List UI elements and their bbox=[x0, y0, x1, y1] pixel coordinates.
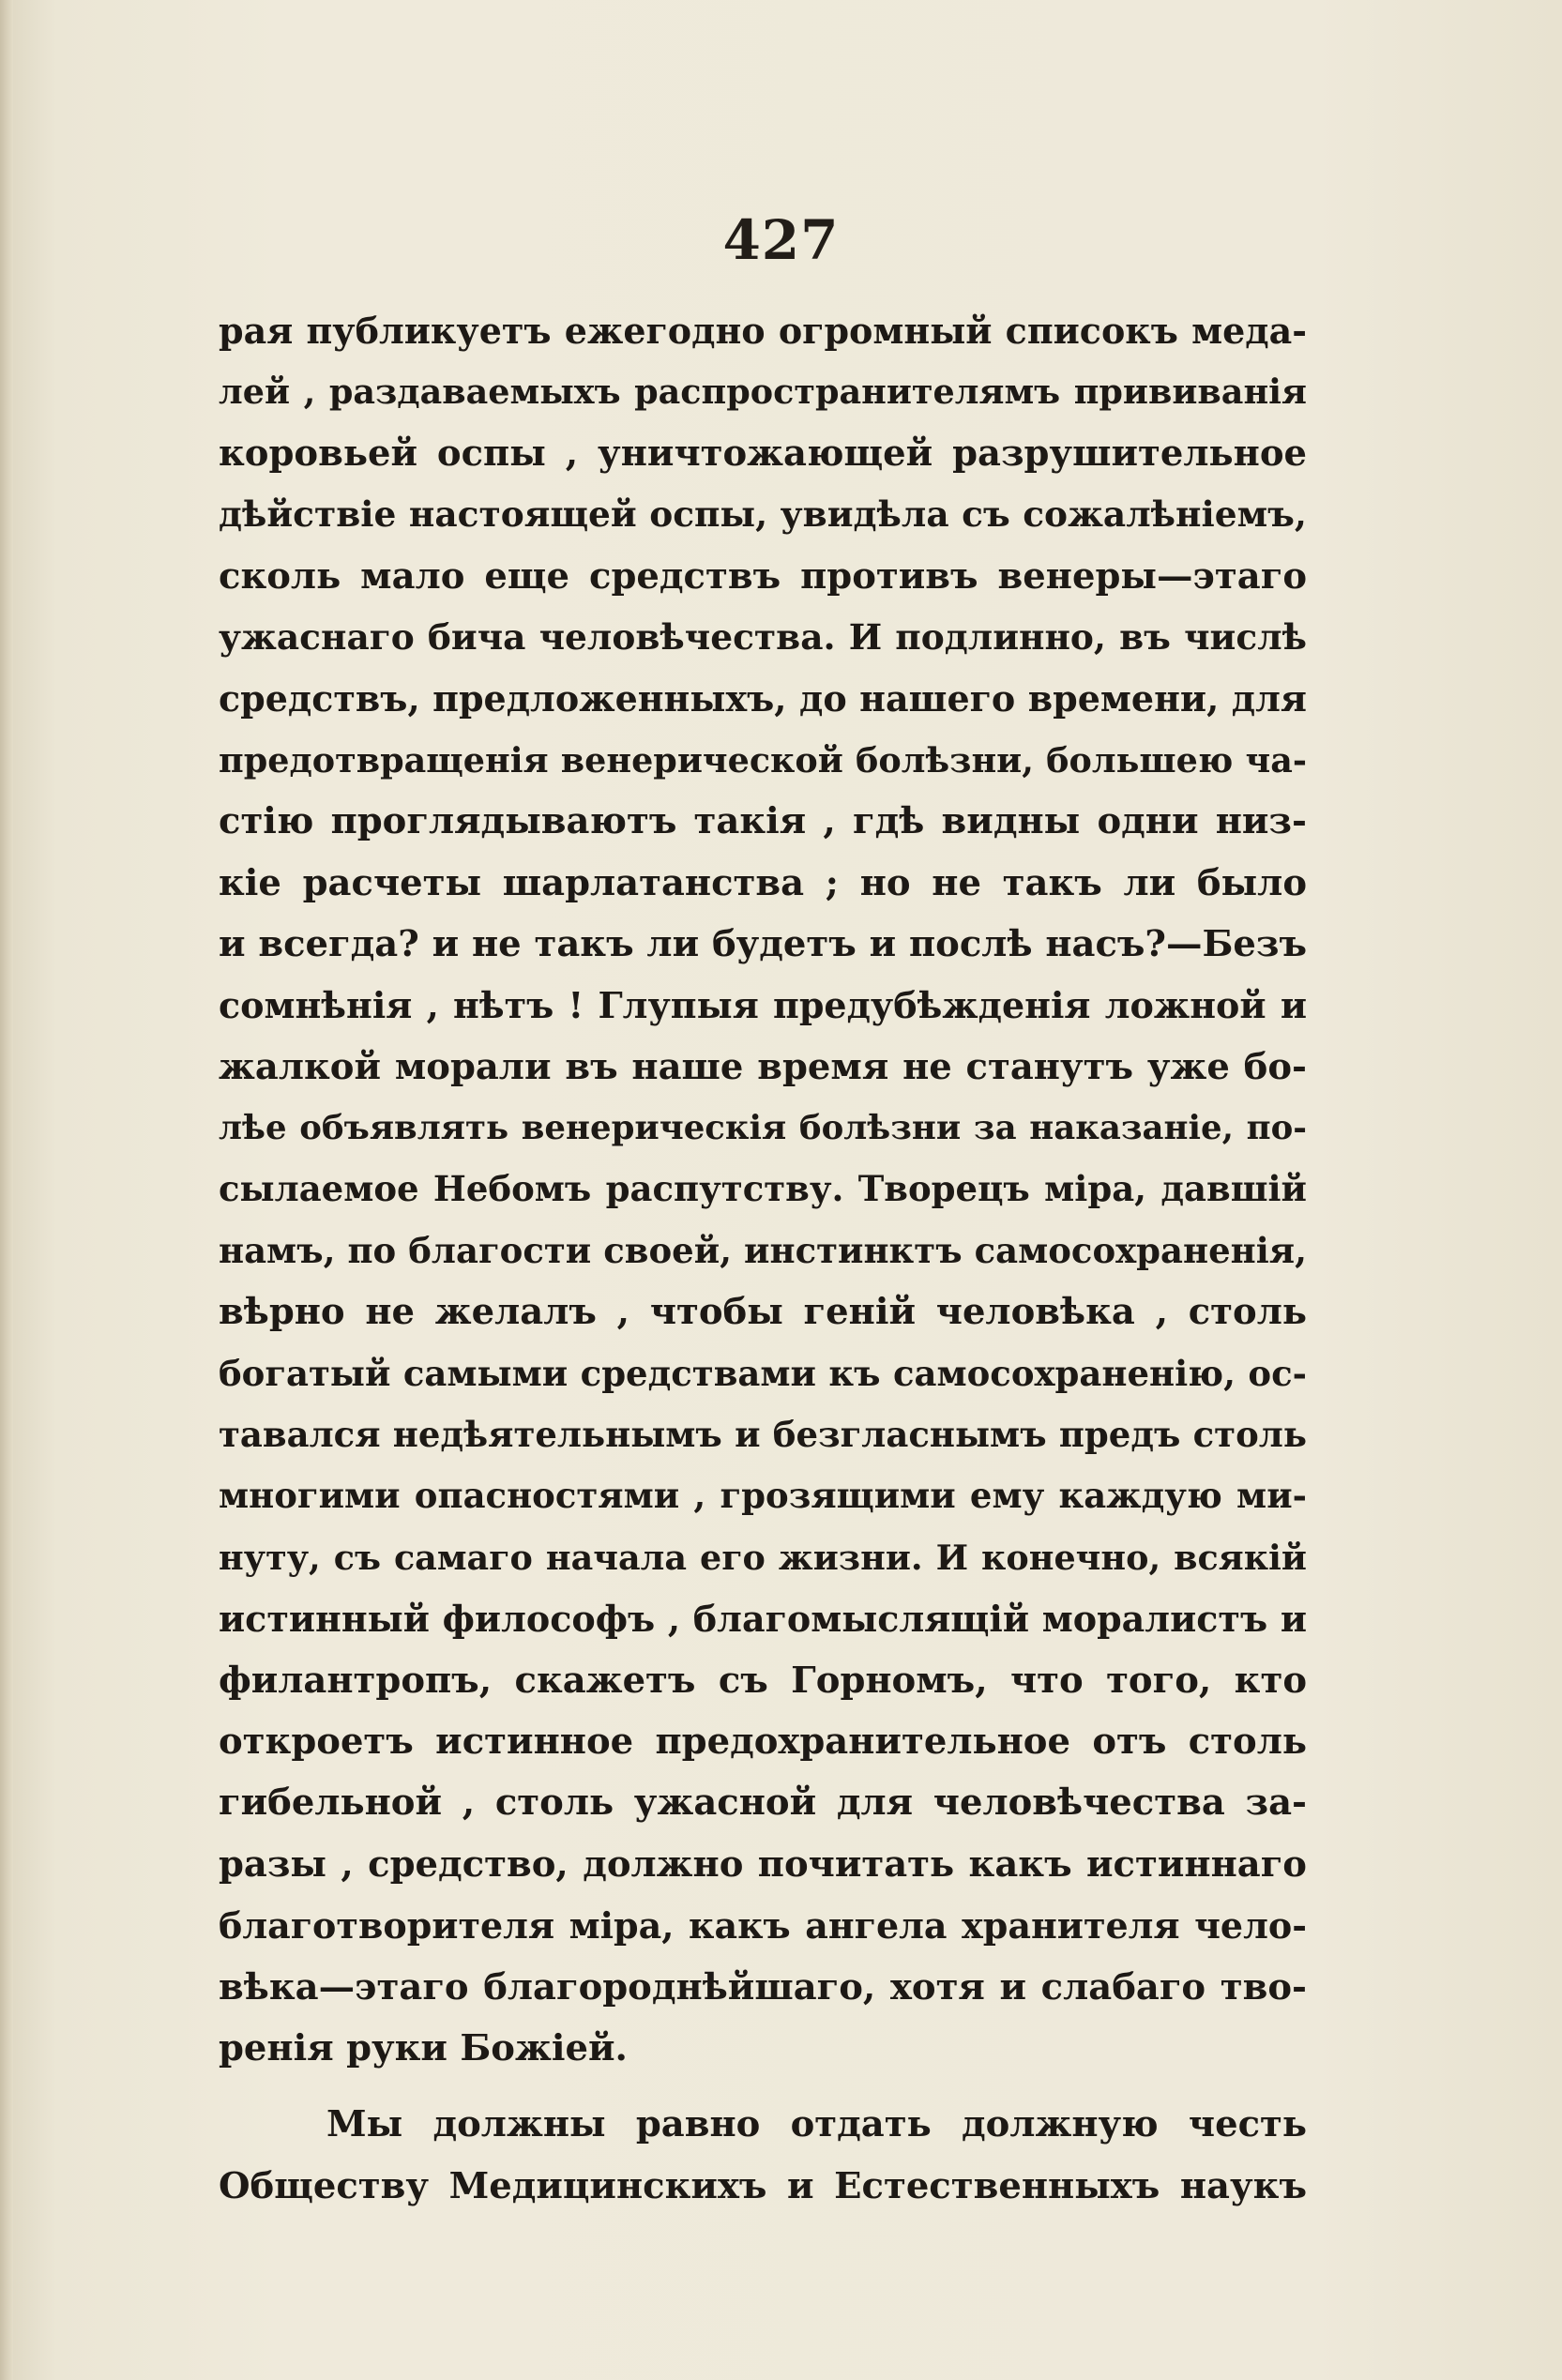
text-line: дѣйствіе настоящей оспы, увидѣла съ сожалѣніемъ, bbox=[219, 493, 1307, 536]
text-line: и всегда? и не такъ ли будетъ и послѣ насъ?—Безъ bbox=[219, 922, 1307, 965]
text-line: гибельной , столь ужасной для человѣчества за- bbox=[219, 1781, 1307, 1825]
text-line: намъ, по благости своей, инстинктъ самосохраненія, bbox=[219, 1229, 1307, 1271]
text-line: рая публикуетъ ежегодно огромный списокъ меда- bbox=[219, 310, 1307, 352]
text-line: тавался недѣятельнымъ и безгласнымъ предъ столь bbox=[219, 1414, 1307, 1456]
text-line: ужаснаго бича человѣчества. И подлинно, въ числѣ bbox=[219, 615, 1307, 658]
text-line: кіе расчеты шарлатанства ; но не такъ ли было bbox=[219, 861, 1307, 904]
paragraph-gap bbox=[219, 2079, 1307, 2094]
text-line: сколь мало еще средствъ противъ венеры—этаго bbox=[219, 554, 1307, 598]
text-line: нуту, съ самаго начала его жизни. И конечно, всякій bbox=[219, 1537, 1307, 1578]
text-line: коровьей оспы , уничтожающей разрушительное bbox=[219, 432, 1307, 475]
text-line: стію проглядываютъ такія , гдѣ видны одни низ- bbox=[219, 800, 1307, 843]
text-line: сомнѣнія , нѣтъ ! Глупыя предубѣжденія ложной и bbox=[219, 984, 1307, 1027]
text-line: жалкой морали въ наше время не станутъ уже бо- bbox=[219, 1045, 1307, 1088]
text-line: благотворителя міра, какъ ангела хранителя чело- bbox=[219, 1904, 1307, 1948]
paragraph-1 bbox=[219, 300, 1307, 2079]
text-line: вѣка—этаго благороднѣйшаго, хотя и слабаго тво- bbox=[219, 1965, 1307, 2009]
text-line: лей , раздаваемыхъ распространителямъ прививанія bbox=[219, 371, 1307, 413]
text-line: средствъ, предложенныхъ, до нашего времени, для bbox=[219, 677, 1307, 720]
text-line: Мы должны равно отдать должную честь bbox=[326, 2103, 1307, 2146]
text-line: богатый самыми средствами къ самосохраненію, ос- bbox=[219, 1352, 1307, 1394]
text-line: Обществу Медицинскихъ и Естественныхъ наукъ bbox=[219, 2164, 1307, 2207]
bottom-margin bbox=[0, 2233, 1562, 2380]
text-line: вѣрно не желалъ , чтобы геній человѣка , столь bbox=[219, 1291, 1307, 1334]
text-line: ренія руки Божіей. bbox=[219, 2026, 628, 2069]
body-text bbox=[219, 300, 1307, 2217]
page-number: 427 bbox=[722, 208, 840, 272]
text-line: филантропъ, скажетъ съ Горномъ, что того, кто bbox=[219, 1659, 1307, 1702]
text-line: лѣе объявлять венерическія болѣзни за наказаніе, по- bbox=[219, 1109, 1307, 1148]
text-line: разы , средство, должно почитать какъ истиннаго bbox=[219, 1842, 1307, 1886]
text-line: откроетъ истинное предохранительное отъ столь bbox=[219, 1720, 1307, 1763]
text-line: сылаемое Небомъ распутству. Творецъ міра, давшій bbox=[219, 1168, 1307, 1210]
page-binding-edge bbox=[0, 0, 13, 2380]
text-line: предотвращенія венерической болѣзни, большею ча- bbox=[219, 739, 1307, 781]
text-line: многими опасностями , грозящими ему каждую ми- bbox=[219, 1475, 1307, 1517]
text-line: истинный философъ , благомыслящій моралистъ и bbox=[219, 1598, 1307, 1641]
paragraph-2 bbox=[219, 2094, 1307, 2217]
